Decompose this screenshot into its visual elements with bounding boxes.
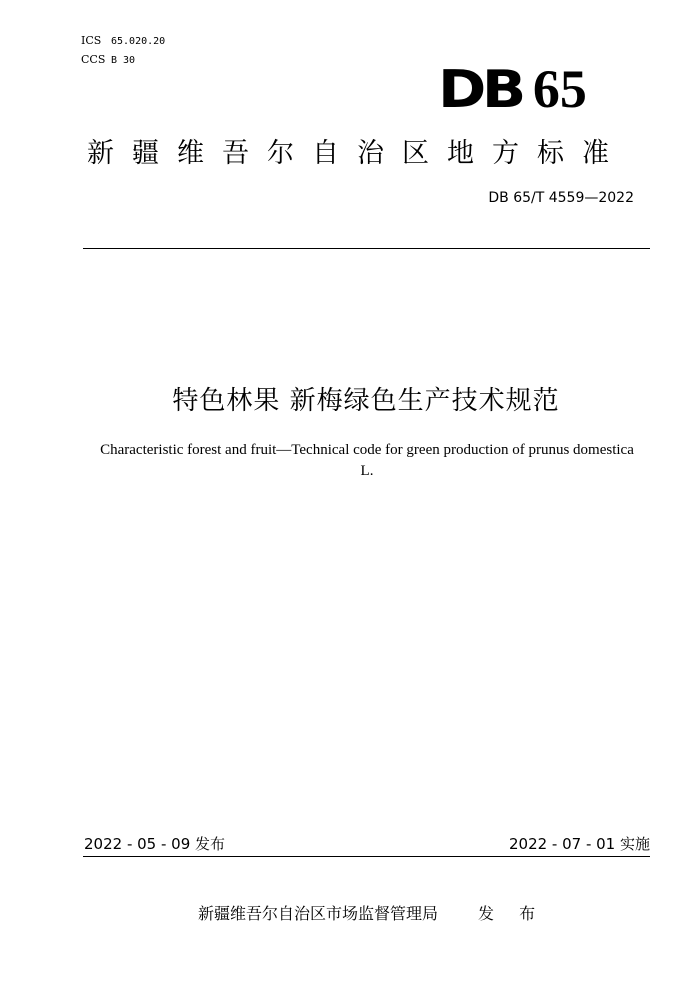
ics-label: ICS xyxy=(81,34,102,47)
publisher: 新疆维吾尔自治区市场监督管理局 xyxy=(198,904,439,923)
db-logo-number: 65 xyxy=(532,59,587,119)
ccs-label: CCS xyxy=(81,53,106,66)
ccs-value: B 30 xyxy=(111,55,136,66)
title-english: Characteristic forest and fruit—Technical code for green production of prunus domestica L. xyxy=(100,442,634,479)
footer-divider xyxy=(83,856,650,857)
title-chinese: 特色林果 新梅绿色生产技术规范 xyxy=(172,386,560,416)
ics-value: 65.020.20 xyxy=(111,36,166,47)
header-divider xyxy=(83,248,650,249)
publish-label: 发 布 xyxy=(478,904,546,923)
standard-number: DB 65/T 4559—2022 xyxy=(488,190,634,206)
implementation-date: 2022 - 07 - 01 实施 xyxy=(508,835,650,853)
standard-category: 新疆维吾尔自治区地方标准 xyxy=(87,138,627,169)
issue-date: 2022 - 05 - 09 发布 xyxy=(84,835,226,853)
ccs-code xyxy=(81,53,135,68)
db-logo xyxy=(438,59,587,120)
ics-code xyxy=(81,34,165,49)
db-logo-letters: DB xyxy=(438,60,522,120)
